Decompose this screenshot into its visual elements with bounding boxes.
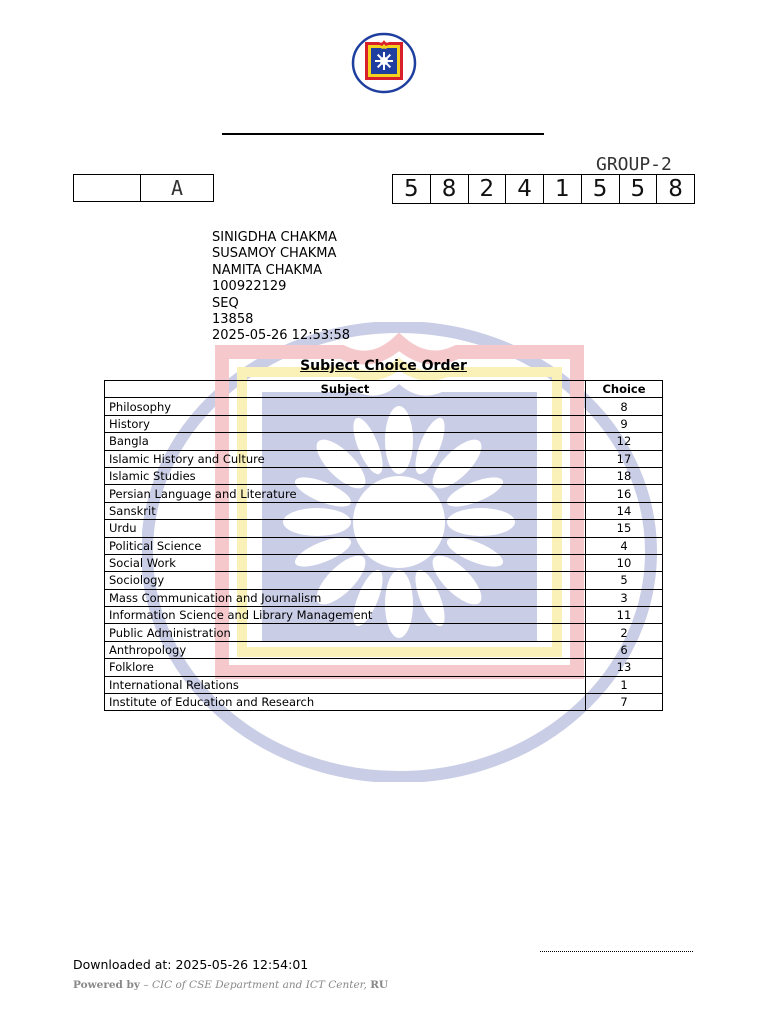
choice-cell: 4 — [586, 537, 663, 554]
subject-cell: Islamic Studies — [105, 467, 586, 484]
application-id: 100922129 — [212, 279, 287, 295]
subject-cell: Mass Communication and Journalism — [105, 589, 586, 606]
choice-cell: 7 — [586, 694, 663, 711]
unit-blank-cell — [74, 175, 141, 201]
applicant-info — [212, 230, 350, 345]
roll-digit: 5 — [582, 175, 620, 203]
choice-cell: 12 — [586, 433, 663, 450]
table-row — [105, 589, 663, 606]
choice-cell: 14 — [586, 502, 663, 519]
table-row — [105, 467, 663, 484]
table-row — [105, 433, 663, 450]
powered-by-org: CIC of CSE Department and ICT Center, — [151, 979, 367, 991]
university-logo — [351, 32, 417, 94]
table-header-row — [105, 381, 663, 398]
choice-cell: 1 — [586, 676, 663, 693]
subject-cell: Anthropology — [105, 641, 586, 658]
choice-cell: 2 — [586, 624, 663, 641]
table-row — [105, 502, 663, 519]
applicant-name: SINIGDHA CHAKMA — [212, 230, 337, 245]
subject-cell: Political Science — [105, 537, 586, 554]
roll-digit: 8 — [668, 176, 683, 202]
table-row — [105, 607, 663, 624]
subject-cell: Public Administration — [105, 624, 586, 641]
choice-cell: 17 — [586, 450, 663, 467]
choice-cell: 16 — [586, 485, 663, 502]
title-rule — [222, 133, 544, 135]
roll-digit: 8 — [431, 175, 469, 203]
submitted-at: 2025-05-26 12:53:58 — [212, 328, 351, 344]
father-name: SUSAMOY CHAKMA — [212, 246, 337, 262]
subject-cell: Persian Language and Literature — [105, 485, 586, 502]
subject-cell: Institute of Education and Research — [105, 694, 586, 711]
signature-line — [540, 951, 693, 952]
powered-by-label: Powered by — [73, 979, 140, 991]
choice-cell: 18 — [586, 467, 663, 484]
choice-cell: 9 — [586, 415, 663, 432]
table-title: Subject Choice Order — [300, 358, 467, 374]
choice-cell: 6 — [586, 641, 663, 658]
subject-cell: History — [105, 415, 586, 432]
mother-name: NAMITA CHAKMA — [212, 262, 323, 278]
table-row — [105, 485, 663, 502]
powered-by — [73, 979, 388, 991]
roll-digit: 5 — [393, 175, 431, 203]
table-row — [105, 537, 663, 554]
table-row — [105, 572, 663, 589]
subject-cell: Folklore — [105, 659, 586, 676]
table-row — [105, 398, 663, 415]
choice-cell: 3 — [586, 589, 663, 606]
table-row — [105, 676, 663, 693]
subject-cell: Sociology — [105, 572, 586, 589]
subject-cell: Bangla — [105, 433, 586, 450]
subject-cell: Islamic History and Culture — [105, 450, 586, 467]
table-row — [105, 641, 663, 658]
group-label: GROUP-2 — [596, 154, 672, 175]
subject-cell: International Relations — [105, 676, 586, 693]
table-row — [105, 554, 663, 571]
choice-cell: 15 — [586, 520, 663, 537]
merit-position: 13858 — [212, 312, 254, 328]
roll-digit: 5 — [620, 175, 658, 203]
roll-digit: 4 — [506, 175, 544, 203]
subject-cell: Information Science and Library Management — [105, 607, 586, 624]
powered-by-suffix: RU — [370, 979, 389, 991]
roll-number-box — [392, 174, 695, 204]
table-row — [105, 624, 663, 641]
unit-box — [73, 174, 214, 202]
choice-cell: 5 — [586, 572, 663, 589]
roll-digit: 1 — [544, 175, 582, 203]
subject-cell: Sanskrit — [105, 502, 586, 519]
downloaded-timestamp: Downloaded at: 2025-05-26 12:54:01 — [73, 957, 309, 972]
choice-column-header: Choice — [586, 381, 663, 398]
subject-cell: Urdu — [105, 520, 586, 537]
unit-code: A — [170, 176, 184, 200]
subject-cell: Social Work — [105, 554, 586, 571]
subject-choice-table — [104, 380, 663, 711]
choice-cell: 11 — [586, 607, 663, 624]
table-row — [105, 520, 663, 537]
subject-column-header: Subject — [105, 381, 586, 398]
roll-digit: 2 — [469, 175, 507, 203]
choice-cell: 8 — [586, 398, 663, 415]
table-row — [105, 450, 663, 467]
choice-cell: 13 — [586, 659, 663, 676]
table-row — [105, 694, 663, 711]
table-row — [105, 659, 663, 676]
powered-by-separator: – — [143, 979, 152, 991]
subject-cell: Philosophy — [105, 398, 586, 415]
table-row — [105, 415, 663, 432]
quota: SEQ — [212, 295, 239, 311]
choice-cell: 10 — [586, 554, 663, 571]
